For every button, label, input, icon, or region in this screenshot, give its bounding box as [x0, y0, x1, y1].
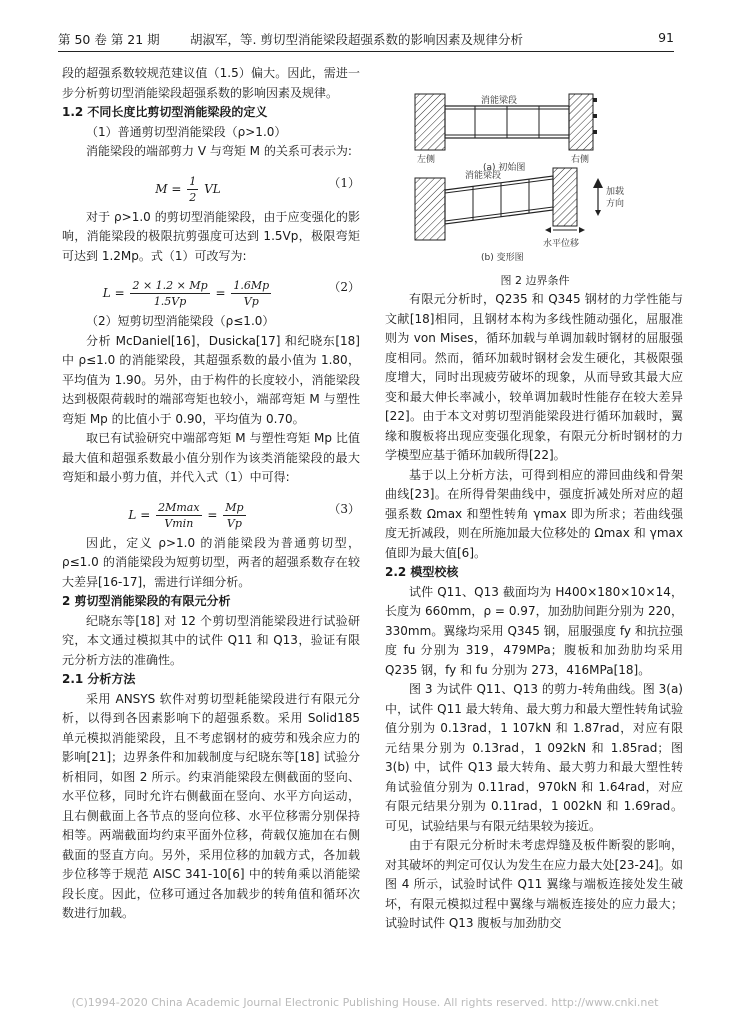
- equation-3: [62, 490, 360, 532]
- paragraph: 采用 ANSYS 软件对剪切型耗能梁段进行有限元分析，以得到各因素影响下的超强系数。采用 Solid185 单元模拟消能梁段，且不考虑钢材的疲劳和残余应力的影响[21]；边界条件和加载制度与纪晓东等[18] 试验分析相同，如图 2 所示。约束消能梁段左侧截面的竖向、水平位移，同时允许右侧截面在竖向、水平方向运动，且右侧截面上各节点的竖向位移、水平位移需分别保持相等。两端截面均约束平面外位移，荷载仅施加在右侧截面的竖直方向。另外，采用位移的加载方式，各加载步位移等于规范 AISC 341-10[6] 中的转角乘以消能梁段长度。因此，位移可通过各加载步的转角值和循环次数进行加载。: [62, 691, 360, 920]
- fig-label-horizontal: 水平位移: [543, 239, 580, 249]
- fig-label-beam-b: 消能梁段: [465, 171, 502, 181]
- right-support: [569, 94, 593, 150]
- fig-label-load: 加载: [606, 187, 625, 197]
- fig-label-beam-a: 消能梁段: [481, 96, 518, 106]
- section-heading: 2.2 模型校核: [385, 565, 459, 579]
- journal-volume: 第 50 卷 第 21 期: [58, 32, 160, 47]
- fig-label-right: 右侧: [571, 155, 590, 165]
- section-heading: 1.2 不同长度比剪切型消能梁段的定义: [62, 105, 268, 119]
- left-support-deformed: [415, 178, 445, 240]
- link-beam-deformed: [445, 176, 553, 224]
- equation-number: （1）: [328, 175, 360, 190]
- eq3-equals: =: [207, 507, 218, 522]
- page-number: 91: [658, 30, 674, 45]
- load-arrow-icon: [593, 178, 603, 188]
- equation-1: [62, 164, 360, 206]
- horizontal-arrow-icon: [545, 227, 551, 233]
- header-rule: [58, 51, 674, 52]
- boundary-diagram: [385, 86, 685, 272]
- paragraph: 消能梁段的端部剪力 V 与弯矩 M 的关系可表示为:: [86, 144, 352, 158]
- figure-2-boundary-conditions: [385, 86, 685, 286]
- paragraph: 基于以上分析方法，可得到相应的滞回曲线和骨架曲线[23]。在所得骨架曲线中，强度折减处所对应的超强系数 Ωmax 和塑性转角 γmax 即为所求；若曲线强度无折减段，则在所施加最大位移处的 Ωmax 和 γmax 值即为最大值[6]。: [385, 467, 683, 560]
- fig-sub-a: (a) 初始图: [483, 163, 526, 173]
- figure-caption: 图 2 边界条件: [500, 274, 570, 287]
- fig-label-left: 左侧: [417, 155, 436, 165]
- paragraph: 段的超强系数较规范建议值（1.5）偏大。因此，需进一步分析剪切型消能梁段超强系数的影响因素及规律。: [62, 66, 360, 100]
- paragraph: 图 3 为试件 Q11、Q13 的剪力-转角曲线。图 3(a) 中，试件 Q11 最大转角、最大剪力和最大塑性转角试验值分别为 0.13rad，1 107kN 和 1.87rad，对应有限元结果分别为 0.13rad，1 092kN 和 1.85rad；图 3(b) 中，试件 Q13 最大转角、最大剪力和最大塑性转角试验值分别为 0.11rad，970kN 和 1.64rad，对应有限元结果分别为 0.11rad，1 002kN 和 1.69rad。可见，试验结果与有限元结果较为接近。: [385, 682, 683, 833]
- eq3-fraction-b: $\frac{Mp}{Vp}$: [225, 500, 244, 530]
- paragraph: 试件 Q11、Q13 截面均为 H400×180×10×14，长度为 660mm，ρ = 0.97，加劲肋间距分别为 220，330mm。翼缘均采用 Q345 钢，屈服强度 fy 和抗拉强度 fu 分别为 319，479MPa；腹板和加劲肋均采用 Q235 钢，fy 和 fu 分别为 273，416MPa[18]。: [385, 584, 683, 677]
- eq1-rhs: VL: [204, 181, 221, 196]
- eq2-fraction-b: $\frac{1.6Mp}{Vp}$: [233, 279, 270, 308]
- copyright-footer: (C)1994-2020 China Academic Journal Electronic Publishing House. All rights reserved. http://www.cnki.net: [71, 996, 659, 1009]
- paragraph: 纪晓东等[18] 对 12 个剪切型消能梁段进行试验研究，本文通过模拟其中的试件 Q11 和 Q13，验证有限元分析方法的准确性。: [62, 613, 360, 667]
- left-support: [415, 94, 445, 150]
- right-support-deformed: [553, 168, 577, 226]
- section-heading: 2 剪切型消能梁段的有限元分析: [62, 594, 231, 608]
- eq2-equals: =: [215, 286, 226, 300]
- left-column: [62, 64, 360, 924]
- eq3-fraction-a: $\frac{2Mmax}{Vmin}$: [158, 500, 200, 530]
- paragraph: 取已有试验研究中端部弯矩 M 与塑性弯矩 Mp 比值最大值和超强系数最小值分别作为该类消能梁段的最大弯矩和最小剪力值，并代入式（1）中可得:: [62, 431, 360, 484]
- fig-sub-b: (b) 变形图: [481, 253, 524, 263]
- eq1-lhs: M =: [155, 181, 182, 196]
- section-heading: 2.1 分析方法: [62, 672, 136, 686]
- list-item: （2）短剪切型消能梁段（ρ≤1.0）: [86, 314, 275, 328]
- eq2-fraction-a: $\frac{2 \times 1.2 \times Mp}{1.5Vp}$: [132, 279, 208, 308]
- running-title: 胡淑军，等. 剪切型消能梁段超强系数的影响因素及规律分析: [190, 32, 523, 47]
- list-item: （1）普通剪切型消能梁段（ρ>1.0）: [86, 124, 287, 139]
- paragraph: 由于有限元分析时未考虑焊缝及板件断裂的影响，对其破坏的判定可仅认为发生在应力最大处[23-24]。如图 4 所示，试验时试件 Q11 翼缘与端板连接处发生破坏，有限元模拟过程中翼缘与端板连接处的应力最大；试验时试件 Q13 腹板与加劲肋交: [385, 838, 683, 930]
- right-column: [385, 290, 683, 934]
- equation-number: （3）: [328, 501, 360, 516]
- paragraph: 有限元分析时，Q235 和 Q345 钢材的力学性能与文献[18]相同，且钢材本构为多线性随动强化，屈服准则为 von Mises，循环加载与单调加载时钢材的屈服强度相同。然而，循环加载时钢材会发生硬化，其极限强度增大，同时出现疲劳破坏的现象，从而导致其最大应变和最大伸长率减小，较单调加载时性能存在较大差异[22]。由于本文对剪切型消能梁段进行循环加载时，翼缘和腹板将出现应变强化现象，有限元分析时钢材的力学模型应基于循环加载所得[22]。: [385, 292, 683, 462]
- eq3-lhs: L =: [128, 507, 151, 522]
- eq2-lhs: L =: [102, 286, 125, 300]
- paragraph: 因此，定义 ρ>1.0 的消能梁段为普通剪切型，ρ≤1.0 的消能梁段为短剪切型，两者的超强系数存在较大差异[16-17]，需进行详细分析。: [62, 535, 360, 589]
- equation-number: （2）: [328, 280, 360, 294]
- fig-label-direction: 方向: [606, 199, 625, 209]
- paragraph: 分析 McDaniel[16]，Dusicka[17] 和纪晓东[18] 中 ρ≤1.0 的消能梁段，其超强系数的最小值为 1.80，平均值为 1.90。另外，由于构件的长度较小，消能梁段达到极限荷载时的端部弯矩也较小，端部弯矩 M 与塑性弯矩 Mp 的比值小于 0.90，平均值为 0.70。: [62, 333, 360, 426]
- paragraph: 对于 ρ>1.0 的剪切型消能梁段，由于应变强化的影响，消能梁段的极限抗剪强度可达到 1.5Vp，极限弯矩可达到 1.2Mp。式（1）可改写为:: [62, 209, 360, 263]
- eq1-fraction: $\frac{1}{2}$: [189, 174, 197, 204]
- equation-2: [62, 268, 360, 310]
- running-header: [58, 22, 674, 52]
